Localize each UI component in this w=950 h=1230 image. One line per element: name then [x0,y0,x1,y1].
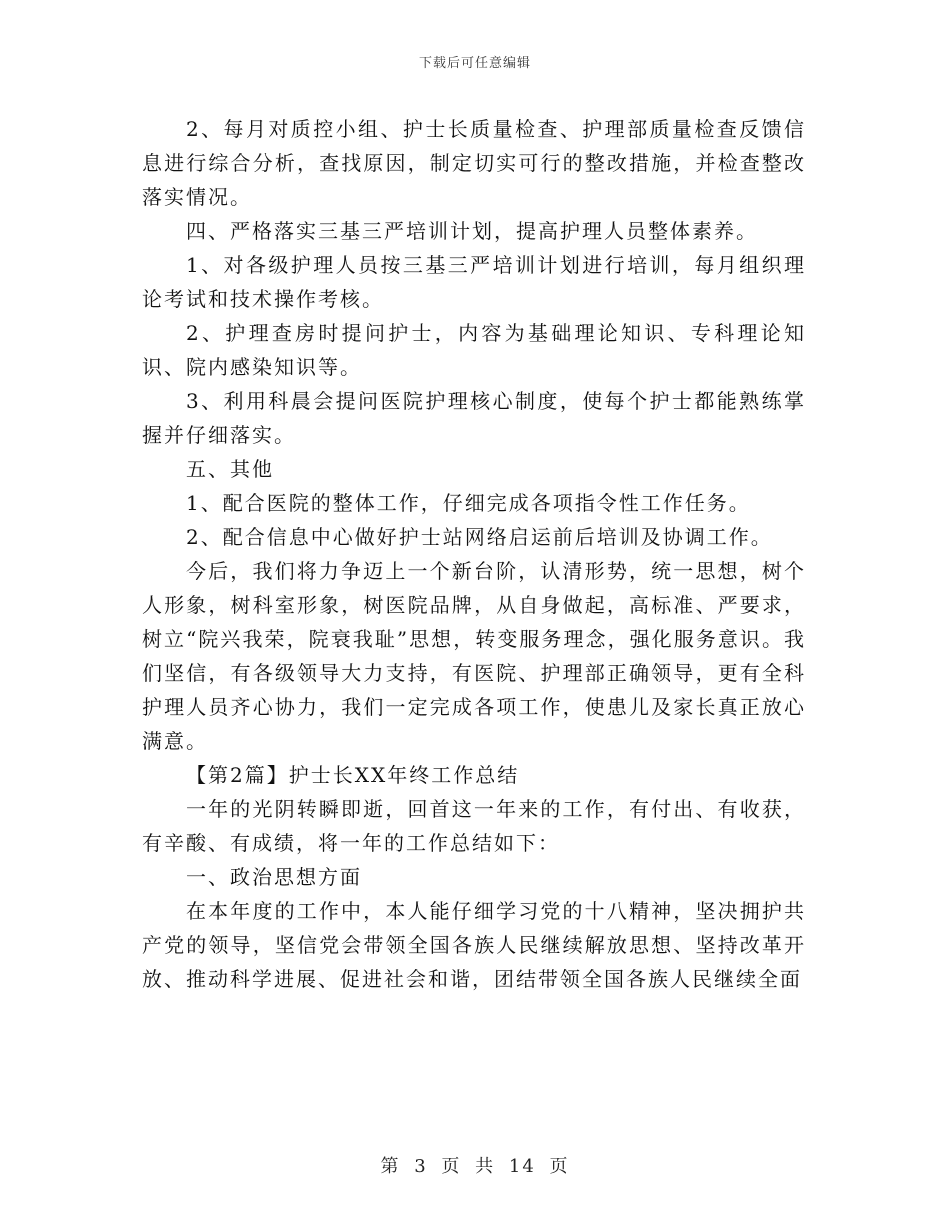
paragraph: 在本年度的工作中，本人能仔细学习党的十八精神，坚决拥护共产党的领导，坚信党会带领全国各族人民继续解放思想、坚持改革开放、推动科学进展、促进社会和谐，团结带领全国各族人民继续全面 [142,899,806,991]
paragraph: 今后，我们将力争迈上一个新台阶，认清形势，统一思想，树个人形象，树科室形象，树医院品牌，从自身做起，高标准、严要求，树立“院兴我荣，院衰我耻”思想，转变服务理念，强化服务意识。我们坚信，有各级领导大力支持，有医院、护理部正确领导，更有全科护理人员齐心协力，我们一定完成各项工作，使患儿及家长真正放心满意。 [142,559,806,753]
article-title: 【第2篇】护士长XX年终工作总结 [186,763,520,787]
total-label: 共 [475,1156,496,1177]
document-body [142,112,806,996]
section-heading: 五、其他 [186,457,274,481]
paragraph: 2、配合信息中心做好护士站网络启运前后培训及协调工作。 [186,525,773,549]
paragraph: 1、配合医院的整体工作，仔细完成各项指令性工作任务。 [186,491,751,515]
page-label: 第 [380,1156,401,1177]
paragraph: 2、每月对质控小组、护士长质量检查、护理部质量检查反馈信息进行综合分析，查找原因，制定切实可行的整改措施，并检查整改落实情况。 [142,117,806,209]
page-unit-label: 页 [441,1156,462,1177]
paragraph: 3、利用科晨会提问医院护理核心制度，使每个护士都能熟练掌握并仔细落实。 [142,389,806,447]
total-unit-label: 页 [549,1156,570,1177]
paragraph: 一年的光阴转瞬即逝，回首这一年来的工作，有付出、有收获，有辛酸、有成绩，将一年的工作总结如下： [142,797,806,855]
paragraph: 1、对各级护理人员按三基三严培训计划进行培训，每月组织理论考试和技术操作考核。 [142,253,806,311]
page-footer [0,1152,950,1178]
section-heading: 四、严格落实三基三严培训计划，提高护理人员整体素养。 [186,219,758,243]
section-heading: 一、政治思想方面 [186,865,362,889]
paragraph: 2、护理查房时提问护士，内容为基础理论知识、专科理论知识、院内感染知识等。 [142,321,806,379]
total-page-count: 14 [508,1156,536,1177]
current-page-number: 3 [414,1156,428,1177]
page-header: 下载后可任意编辑 [418,56,531,71]
